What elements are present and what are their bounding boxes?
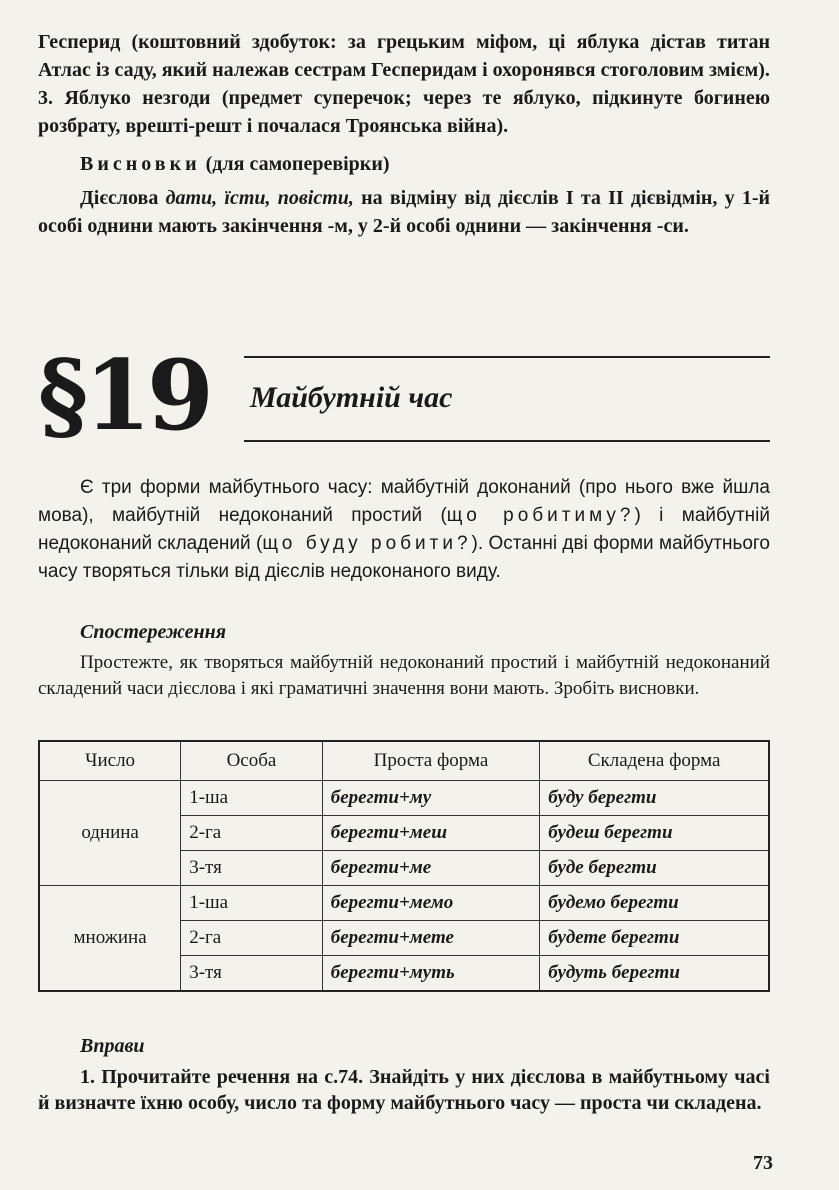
intro-paragraph [38, 474, 770, 586]
cell-person: 1-ша [181, 781, 323, 816]
paragraph-hesperides: Гесперид (коштовний здобуток: за грецьким міфом, ці яблука дістав титан Атлас із саду, який належав сестрам Гесперидам і охоронявся стоголовим змієм). [38, 31, 770, 81]
table-row [39, 886, 769, 921]
conclusions-label: Висновки [80, 153, 201, 175]
exercises-block [38, 1026, 770, 1116]
cell-compound: будете берегти [540, 921, 769, 956]
exercise-item-1: 1. Прочитайте речення на с.74. Знайдіть у них дієслова в майбутньому часі й визначте їхню особу, число та форму майбутнього часу — проста чи складена. [38, 1066, 770, 1114]
section-rule-top [244, 356, 770, 358]
header-number: Число [39, 741, 181, 781]
table-row [39, 781, 769, 816]
cell-simple: берегти+му [322, 781, 540, 816]
table-header-row [39, 741, 769, 781]
group-plural: множина [39, 886, 181, 992]
cell-simple: берегти+меш [322, 816, 540, 851]
cell-person: 1-ша [181, 886, 323, 921]
observation-heading: Спостереження [80, 621, 227, 643]
cell-compound: будеш берегти [540, 816, 769, 851]
cell-compound: будемо берегти [540, 886, 769, 921]
conclusions-heading [38, 150, 770, 178]
conclusions-text: на відміну від дієслів I та II дієвідмін, у 1-й особі однини мають закінчення -м, у 2-й особі однини — закінчення -си. [38, 187, 771, 237]
intro-part-2: ) і майбутній недоконаний складений ( [38, 505, 770, 554]
intro-question-1: що робитиму? [446, 505, 635, 526]
intro-question-2: що буду робити? [262, 533, 472, 554]
cell-compound: буду берегти [540, 781, 769, 816]
paragraph-apple-of-discord: 3. Яблуко незгоди (предмет суперечок; через те яблуко, підкинуте богинею розбрату, врешті-решт і почалася Троянська війна). [38, 87, 770, 137]
intro-part-1: Є три форми майбутнього часу: майбутній доконаний (про нього вже йшла мова), майбутній недоконаний простий ( [38, 477, 770, 526]
cell-simple: берегти+мете [322, 921, 540, 956]
cell-simple: берегти+ме [322, 851, 540, 886]
header-compound-form: Складена форма [540, 741, 769, 781]
header-simple-form: Проста форма [322, 741, 540, 781]
cell-person: 3-тя [181, 956, 323, 992]
section-header [38, 339, 770, 452]
cell-person: 3-тя [181, 851, 323, 886]
future-tense-table [38, 740, 770, 992]
intro-part-3: ). Останні дві форми майбутнього часу творяться тільки від дієслів недоконаного виду. [38, 533, 770, 582]
conclusions-paragraph [38, 184, 770, 240]
observation-text: Простежте, як творяться майбутній недоконаний простий і майбутній недоконаний складений часи дієслова і які граматичні значення вони мають. Зробіть висновки. [38, 652, 770, 699]
conclusions-note: (для самоперевірки) [205, 153, 390, 175]
cell-person: 2-га [181, 816, 323, 851]
cell-simple: берегти+мемо [322, 886, 540, 921]
intro-block [38, 474, 770, 586]
section-title: Майбутній час [250, 381, 453, 414]
cell-simple: берегти+муть [322, 956, 540, 992]
cell-person: 2-га [181, 921, 323, 956]
group-singular: однина [39, 781, 181, 886]
header-person: Особа [181, 741, 323, 781]
section-number: §19 [38, 339, 210, 452]
exercises-heading: Вправи [80, 1035, 145, 1057]
conclusions-verbs: дати, їсти, повісти, [165, 187, 354, 209]
page-number: 73 [753, 1152, 773, 1174]
observation-block [38, 621, 770, 702]
conclusions-prefix: Дієслова [80, 187, 166, 209]
cell-compound: буде берегти [540, 851, 769, 886]
cell-compound: будуть берегти [540, 956, 769, 992]
page-top-text [38, 28, 770, 240]
section-rule-bottom [244, 440, 770, 442]
